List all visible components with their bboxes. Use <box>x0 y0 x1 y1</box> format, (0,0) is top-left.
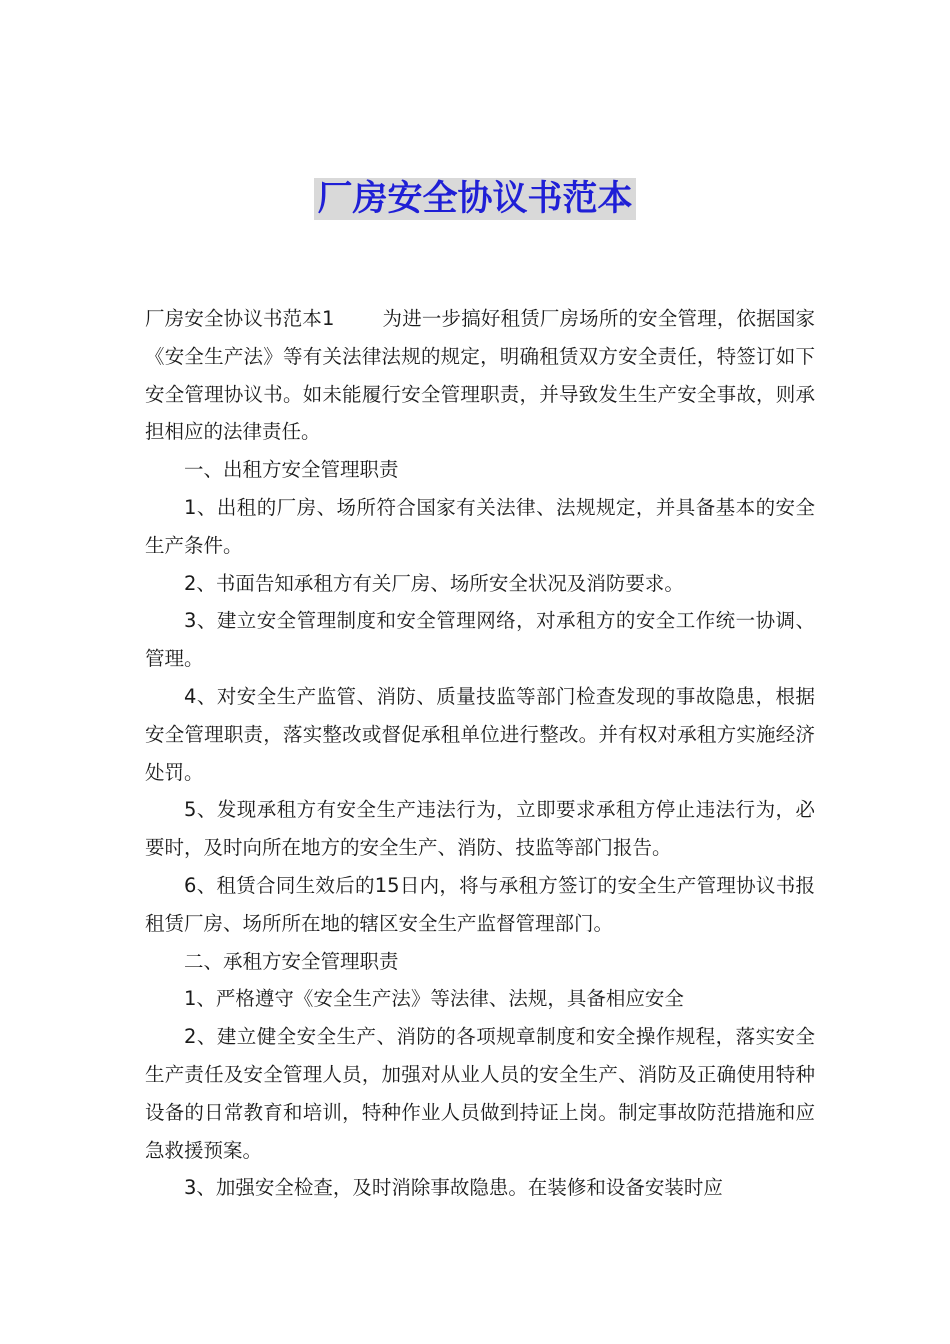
clause-paragraph: 6、租赁合同生效后的15日内，将与承租方签订的安全生产管理协议书报租赁厂房、场所所在地的辖区安全生产监督管理部门。 <box>145 873 815 935</box>
document-title-text: 厂房安全协议书范本 <box>314 178 635 220</box>
clause-paragraph: 2、书面告知承租方有关厂房、场所安全状况及消防要求。 <box>184 571 684 595</box>
clause-paragraph: 1、严格遵守《安全生产法》等法律、法规，具备相应安全 <box>184 987 684 1011</box>
intro-text: 为进一步搞好租赁厂房场所的安全管理，依据国家《安全生产法》等有关法律法规的规定，明确租赁双方安全责任，特签订如下安全管理协议书。如未能履行安全管理职责，并导致发生生产安全事故，则承担相应的法律责任。 <box>145 307 815 444</box>
clause-paragraph: 3、建立安全管理制度和安全管理网络，对承租方的安全工作统一协调、管理。 <box>145 609 815 671</box>
clause-paragraph: 3、加强安全检查，及时消除事故隐患。在装修和设备安装时应 <box>184 1176 723 1200</box>
document-title <box>0 178 950 220</box>
clause-paragraph: 4、对安全生产监管、消防、质量技监等部门检查发现的事故隐患，根据安全管理职责，落实整改或督促承租单位进行整改。并有权对承租方实施经济处罚。 <box>145 684 815 784</box>
agreement-heading: 厂房安全协议书范本1 <box>145 307 335 330</box>
clause-paragraph: 1、出租的厂房、场所符合国家有关法律、法规规定，并具备基本的安全生产条件。 <box>145 495 815 557</box>
section-heading: 二、承租方安全管理职责 <box>184 949 399 973</box>
clause-paragraph: 2、建立健全安全生产、消防的各项规章制度和安全操作规程，落实安全生产责任及安全管理人员，加强对从业人员的安全生产、消防及正确使用特种设备的日常教育和培训，特种作业人员做到持证上岗。制定事故防范措施和应急救援预案。 <box>145 1025 815 1162</box>
section-heading: 一、出租方安全管理职责 <box>184 458 399 482</box>
document-body <box>145 300 815 1207</box>
intro-paragraph <box>145 300 815 451</box>
clause-paragraph: 5、发现承租方有安全生产违法行为，立即要求承租方停止违法行为，必要时，及时向所在地方的安全生产、消防、技监等部门报告。 <box>145 798 815 860</box>
